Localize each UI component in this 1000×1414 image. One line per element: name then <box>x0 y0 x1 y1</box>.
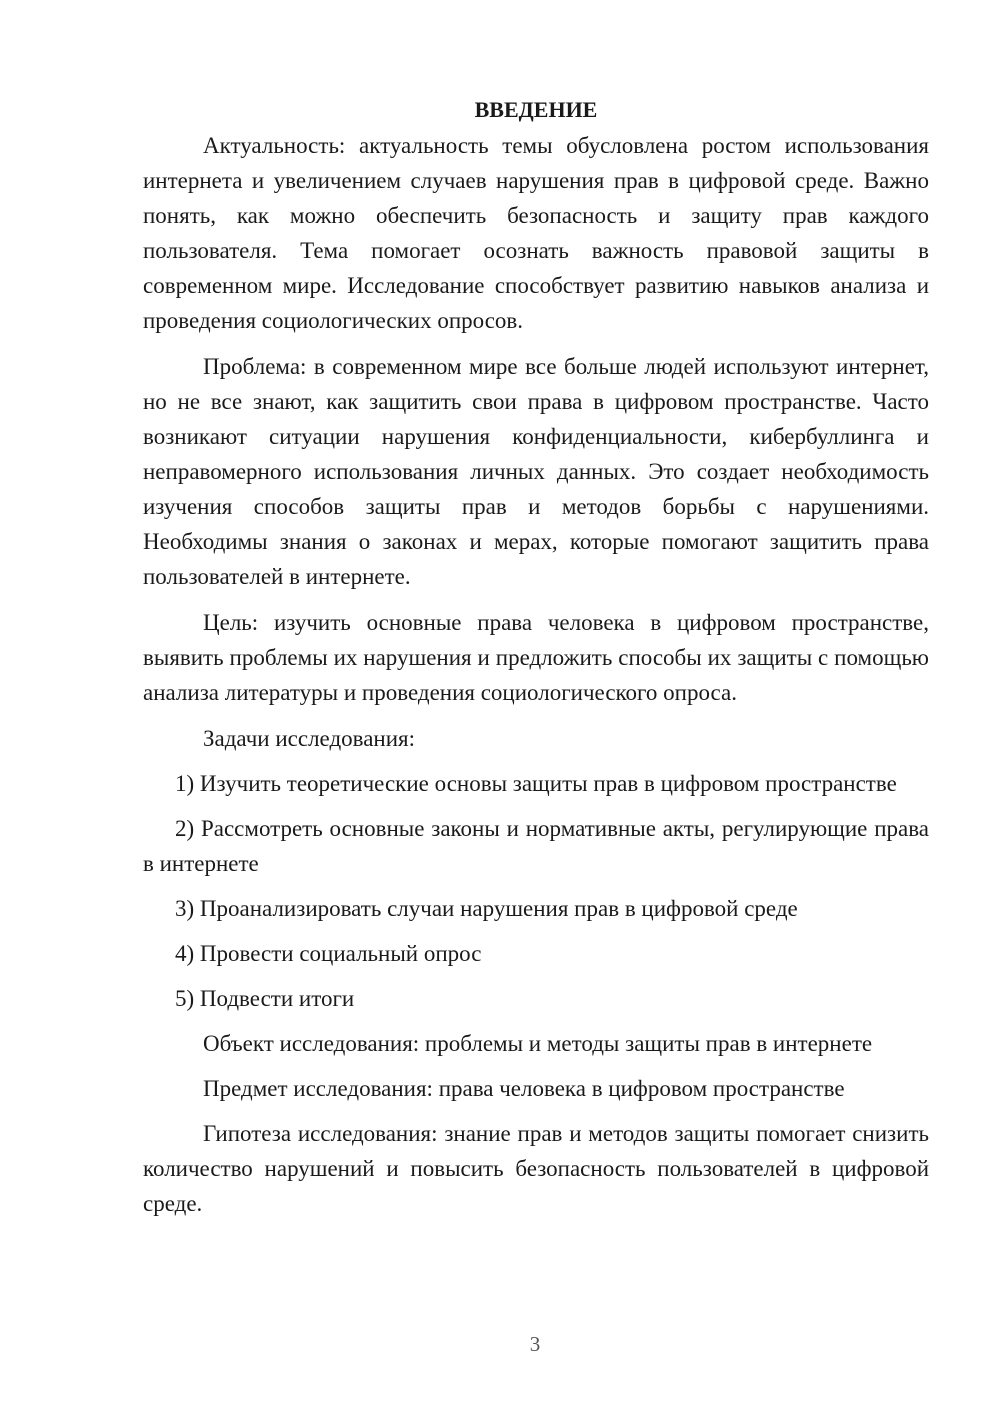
section-title: ВВЕДЕНИЕ <box>474 97 598 122</box>
relevance-paragraph: Актуальность: актуальность темы обусловлена ростом использования интернета и увеличением случаев нарушения прав в цифровой среде. Важно понять, как можно обеспечить безопасность и защиту прав каждого пользователя. Тема помогает осознать важность правовой защиты в современном мире. Исследование способствует развитию навыков анализа и проведения социологических опросов. <box>143 133 929 333</box>
task-item: 2) Рассмотреть основные законы и нормативные акты, регулирующие права в интернете <box>143 816 929 876</box>
research-subject: Предмет исследования: права человека в цифровом пространстве <box>203 1076 845 1101</box>
tasks-heading: Задачи исследования: <box>203 726 416 751</box>
task-item: 5) Подвести итоги <box>175 986 355 1011</box>
goal-paragraph: Цель: изучить основные права человека в цифровом пространстве, выявить проблемы их нарушения и предложить способы их защиты с помощью анализа литературы и проведения социологического опроса. <box>143 610 929 705</box>
document-page <box>143 92 929 1232</box>
hypothesis-paragraph: Гипотеза исследования: знание прав и методов защиты помогает снизить количество нарушений и повысить безопасность пользователей в цифровой среде. <box>143 1121 929 1216</box>
research-object: Объект исследования: проблемы и методы защиты прав в интернете <box>203 1031 873 1056</box>
page-number: 3 <box>529 1332 541 1356</box>
task-item: 4) Провести социальный опрос <box>175 941 482 966</box>
task-item: 1) Изучить теоретические основы защиты прав в цифровом пространстве <box>175 771 897 796</box>
problem-paragraph: Проблема: в современном мире все больше людей используют интернет, но не все знают, как защитить свои права в цифровом пространстве. Часто возникают ситуации нарушения конфиденциальности, кибербуллинга и неправомерного использования личных данных. Это создает необходимость изучения способов защиты прав и методов борьбы с нарушениями. Необходимы знания о законах и мерах, которые помогают защитить права пользователей в интернете. <box>143 354 929 589</box>
task-item: 3) Проанализировать случаи нарушения прав в цифровой среде <box>175 896 798 921</box>
